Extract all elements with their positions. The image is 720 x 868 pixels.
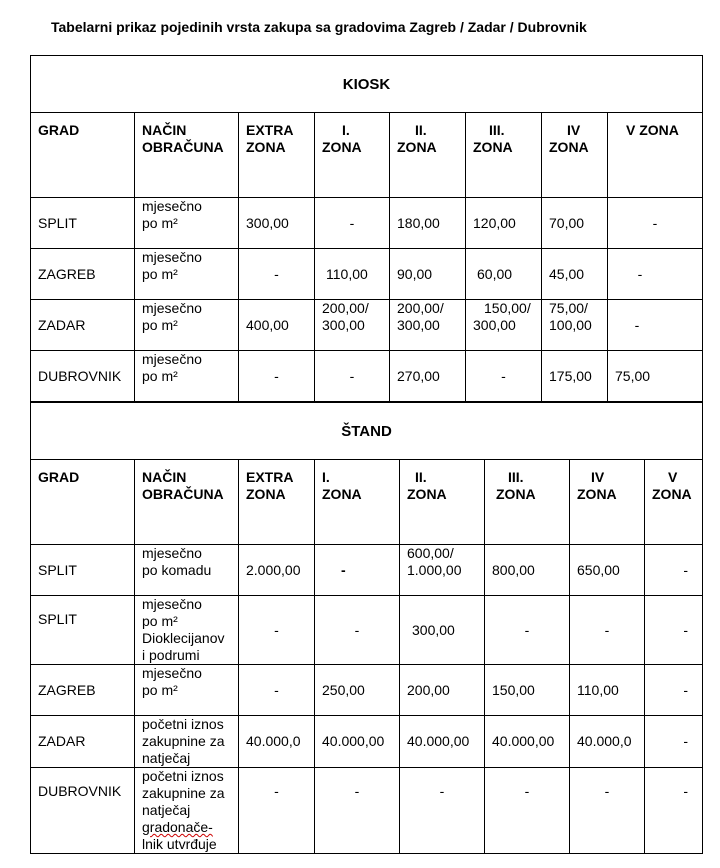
- cell-extra: -: [239, 665, 315, 716]
- header-zona-4: IV ZONA: [570, 460, 645, 545]
- header-zona-4: IV ZONA: [542, 113, 608, 198]
- cell-zona-2: 270,00: [390, 351, 466, 402]
- cell-grad: ZADAR: [31, 716, 135, 768]
- cell-zona-2: 200,00: [400, 665, 485, 716]
- table-row: [31, 545, 703, 596]
- cell-zona-2: 180,00: [390, 198, 466, 249]
- header-zona-1: I. ZONA: [315, 113, 390, 198]
- cell-zona-4: 175,00: [542, 351, 608, 402]
- cell-extra: -: [239, 351, 315, 402]
- header-zona-3: III. ZONA: [485, 460, 570, 545]
- header-zona-1: I. ZONA: [315, 460, 400, 545]
- cell-nacin: mjesečno po komadu: [135, 545, 239, 596]
- table-row: [31, 249, 703, 300]
- cell-nacin: početni iznos zakupnine za natječaj: [135, 716, 239, 768]
- header-zona-3: III. ZONA: [466, 113, 542, 198]
- header-zona-5: V ZONA: [645, 460, 703, 545]
- cell-extra: -: [239, 768, 315, 854]
- cell-zona-4: 70,00: [542, 198, 608, 249]
- cell-zona-5: -: [608, 198, 703, 249]
- kiosk-section-title: KIOSK: [31, 56, 703, 113]
- header-nacin: NAČIN OBRAČUNA: [135, 113, 239, 198]
- cell-zona-1: 40.000,00: [315, 716, 400, 768]
- cell-grad: ZAGREB: [31, 665, 135, 716]
- cell-extra: 40.000,0: [239, 716, 315, 768]
- header-extra-zona: EXTRA ZONA: [239, 460, 315, 545]
- cell-zona-1: -: [315, 596, 400, 665]
- cell-zona-3: -: [485, 768, 570, 854]
- header-zona-2: II. ZONA: [400, 460, 485, 545]
- cell-nacin: mjesečno po m² Dioklecijanov i podrumi: [135, 596, 239, 665]
- cell-zona-1: 200,00/ 300,00: [315, 300, 390, 351]
- table-row: [31, 300, 703, 351]
- header-grad: GRAD: [31, 113, 135, 198]
- cell-zona-3: 120,00: [466, 198, 542, 249]
- cell-zona-5: -: [645, 716, 703, 768]
- header-extra-zona: EXTRA ZONA: [239, 113, 315, 198]
- cell-nacin: mjesečno po m²: [135, 665, 239, 716]
- cell-zona-3: 800,00: [485, 545, 570, 596]
- cell-grad: SPLIT: [31, 198, 135, 249]
- kiosk-table: [30, 55, 703, 402]
- cell-extra: -: [239, 596, 315, 665]
- header-zona-2: II. ZONA: [390, 113, 466, 198]
- cell-zona-3: 150,00: [485, 665, 570, 716]
- cell-zona-1: 110,00: [315, 249, 390, 300]
- header-zona-5: V ZONA: [608, 113, 703, 198]
- cell-zona-1: -: [315, 198, 390, 249]
- cell-zona-5: -: [608, 249, 703, 300]
- kiosk-header-row: [31, 113, 703, 198]
- stand-table: [30, 402, 703, 854]
- cell-nacin: mjesečno po m²: [135, 249, 239, 300]
- cell-nacin: mjesečno po m²: [135, 300, 239, 351]
- header-grad: GRAD: [31, 460, 135, 545]
- cell-zona-5: -: [645, 545, 703, 596]
- table-row: [31, 596, 703, 665]
- cell-zona-2: 90,00: [390, 249, 466, 300]
- cell-zona-5: -: [645, 596, 703, 665]
- table-row: [31, 351, 703, 402]
- cell-zona-3: -: [485, 596, 570, 665]
- cell-zona-4: -: [570, 768, 645, 854]
- cell-zona-4: 45,00: [542, 249, 608, 300]
- cell-zona-2: 600,00/ 1.000,00: [400, 545, 485, 596]
- cell-grad: ZADAR: [31, 300, 135, 351]
- cell-zona-4: 650,00: [570, 545, 645, 596]
- cell-grad: SPLIT: [31, 545, 135, 596]
- cell-zona-5: -: [645, 665, 703, 716]
- table-row: [31, 768, 703, 854]
- cell-extra: -: [239, 249, 315, 300]
- cell-zona-1: -: [315, 545, 400, 596]
- header-nacin: NAČIN OBRAČUNA: [135, 460, 239, 545]
- cell-zona-2: 200,00/ 300,00: [390, 300, 466, 351]
- cell-extra: 2.000,00: [239, 545, 315, 596]
- cell-zona-5: 75,00: [608, 351, 703, 402]
- cell-grad: DUBROVNIK: [31, 768, 135, 854]
- cell-nacin: mjesečno po m²: [135, 198, 239, 249]
- table-row: [31, 198, 703, 249]
- cell-zona-2: -: [400, 768, 485, 854]
- stand-header-row: [31, 460, 703, 545]
- cell-zona-4: 40.000,0: [570, 716, 645, 768]
- cell-zona-5: -: [608, 300, 703, 351]
- cell-grad: SPLIT: [31, 596, 135, 665]
- cell-zona-3: 60,00: [466, 249, 542, 300]
- cell-zona-4: -: [570, 596, 645, 665]
- cell-zona-2: 300,00: [400, 596, 485, 665]
- cell-grad: DUBROVNIK: [31, 351, 135, 402]
- cell-zona-3: 150,00/ 300,00: [466, 300, 542, 351]
- cell-zona-3: -: [466, 351, 542, 402]
- table-row: [31, 716, 703, 768]
- stand-section-title: ŠTAND: [31, 403, 703, 460]
- cell-zona-3: 40.000,00: [485, 716, 570, 768]
- cell-nacin: mjesečno po m²: [135, 351, 239, 402]
- cell-zona-2: 40.000,00: [400, 716, 485, 768]
- document-title: Tabelarni prikaz pojedinih vrsta zakupa sa gradovima Zagreb / Zadar / Dubrovnik: [51, 19, 587, 35]
- cell-nacin: početni iznos zakupnine za natječaj gradonače- lnik utvrđuje: [135, 768, 239, 854]
- table-row: [31, 665, 703, 716]
- cell-zona-5: -: [645, 768, 703, 854]
- cell-zona-1: 250,00: [315, 665, 400, 716]
- cell-extra: 400,00: [239, 300, 315, 351]
- cell-zona-4: 75,00/ 100,00: [542, 300, 608, 351]
- cell-extra: 300,00: [239, 198, 315, 249]
- cell-zona-1: -: [315, 351, 390, 402]
- cell-zona-1: -: [315, 768, 400, 854]
- cell-zona-4: 110,00: [570, 665, 645, 716]
- cell-grad: ZAGREB: [31, 249, 135, 300]
